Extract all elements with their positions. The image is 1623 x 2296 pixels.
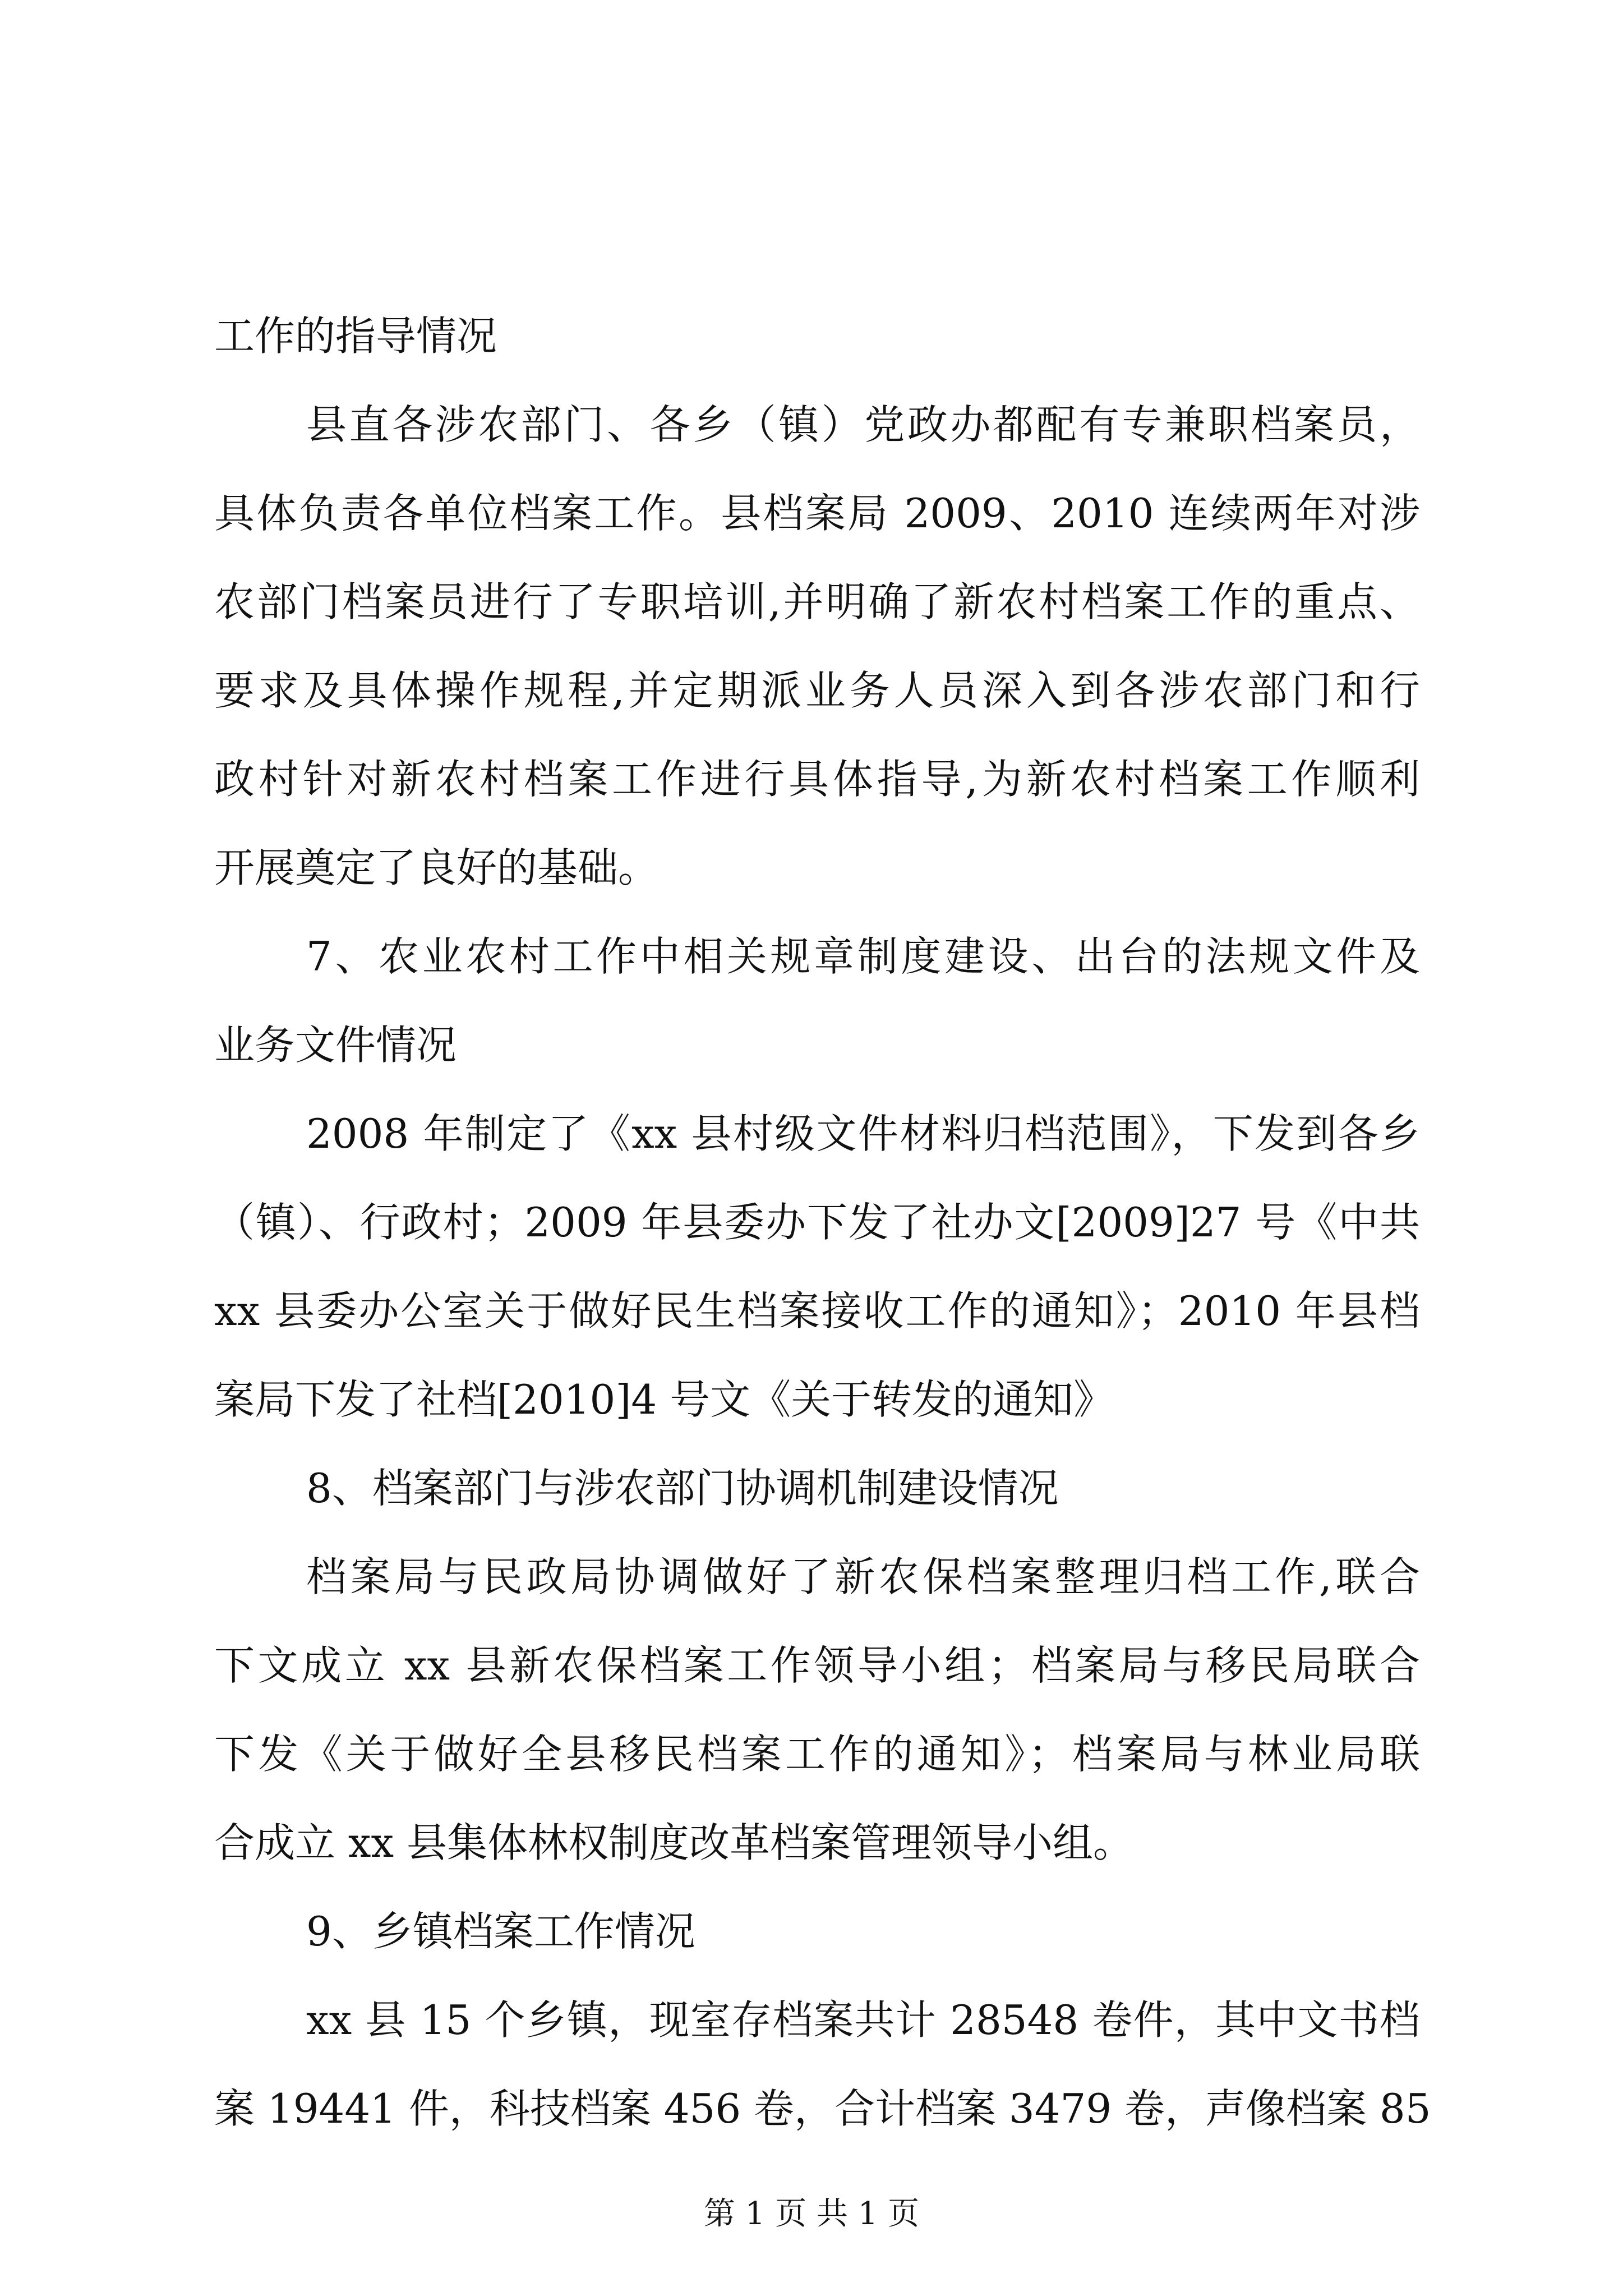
paragraph-line: 合成立 xx 县集体林权制度改革档案管理领导小组。 xyxy=(214,1819,1133,1866)
paragraph-line: 要求及具体操作规程,并定期派业务人员深入到各涉农部门和行 xyxy=(214,667,1420,714)
section-heading-line: 业务文件情况 xyxy=(214,1022,457,1069)
paragraph-line: （镇）、行政村；2009 年县委办下发了社办文[2009]27 号《中共 xyxy=(214,1199,1420,1246)
paragraph-line: 下文成立 xx 县新农保档案工作领导小组；档案局与移民局联合 xyxy=(214,1642,1420,1689)
paragraph-line: xx 县委办公室关于做好民生档案接收工作的通知》；2010 年县档 xyxy=(214,1287,1420,1335)
page-footer: 第 1 页 共 1 页 xyxy=(703,2196,920,2232)
section-heading-line: 8、档案部门与涉农部门协调机制建设情况 xyxy=(306,1465,1059,1512)
paragraph-line: 案局下发了社档[2010]4 号文《关于转发的通知》 xyxy=(214,1376,1114,1423)
paragraph-line: 工作的指导情况 xyxy=(214,312,497,360)
paragraph-line: 2008 年制定了《xx 县村级文件材料归档范围》，下发到各乡 xyxy=(306,1110,1420,1157)
paragraph-line: 具体负责各单位档案工作。县档案局 2009、2010 连续两年对涉 xyxy=(214,490,1420,537)
paragraph-line: 下发《关于做好全县移民档案工作的通知》；档案局与林业局联 xyxy=(214,1731,1420,1778)
paragraph-line: 政村针对新农村档案工作进行具体指导,为新农村档案工作顺利 xyxy=(214,756,1420,803)
document-body xyxy=(214,292,1431,2153)
section-heading-line: 7、农业农村工作中相关规章制度建设、出台的法规文件及 xyxy=(306,933,1420,980)
paragraph-line: 县直各涉农部门、各乡（镇）党政办都配有专兼职档案员， xyxy=(306,401,1420,448)
paragraph-line: 档案局与民政局协调做好了新农保档案整理归档工作,联合 xyxy=(306,1553,1420,1600)
section-heading-line: 9、乡镇档案工作情况 xyxy=(306,1908,695,1955)
paragraph-line: 案 19441 件，科技档案 456 卷，合计档案 3479 卷，声像档案 85 xyxy=(214,2085,1431,2132)
paragraph-line: 农部门档案员进行了专职培训,并明确了新农村档案工作的重点、 xyxy=(214,578,1420,625)
paragraph-line: xx 县 15 个乡镇，现室存档案共计 28548 卷件，其中文书档 xyxy=(306,1996,1420,2044)
paragraph-line: 开展奠定了良好的基础。 xyxy=(214,844,659,891)
